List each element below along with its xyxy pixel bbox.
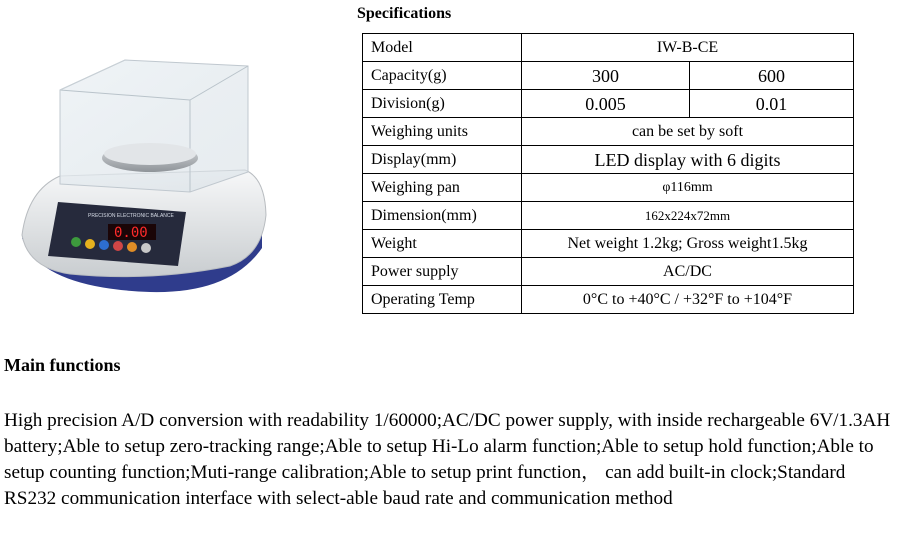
spec-label: Dimension(mm) bbox=[363, 202, 522, 230]
table-row bbox=[363, 174, 854, 202]
panel-label: PRECISION ELECTRONIC BALANCE bbox=[88, 213, 174, 219]
spec-label: Division(g) bbox=[363, 90, 522, 118]
spec-label: Power supply bbox=[363, 258, 522, 286]
key-icon bbox=[113, 241, 123, 251]
spec-value: φ116mm bbox=[522, 174, 854, 202]
table-row bbox=[363, 258, 854, 286]
main-functions-heading: Main functions bbox=[4, 355, 121, 375]
spec-value: 162x224x72mm bbox=[522, 202, 854, 230]
spec-value: 0.01 bbox=[690, 90, 854, 118]
spec-value: Net weight 1.2kg; Gross weight1.5kg bbox=[522, 230, 854, 258]
table-row bbox=[363, 230, 854, 258]
spec-value: AC/DC bbox=[522, 258, 854, 286]
spec-label: Weighing pan bbox=[363, 174, 522, 202]
spec-value: LED display with 6 digits bbox=[522, 146, 854, 174]
table-row bbox=[363, 34, 854, 62]
spec-value: can be set by soft bbox=[522, 118, 854, 146]
key-icon bbox=[127, 242, 137, 252]
table-row bbox=[363, 90, 854, 118]
spec-label: Display(mm) bbox=[363, 146, 522, 174]
key-icon bbox=[99, 240, 109, 250]
specifications-heading: Specifications bbox=[357, 5, 452, 22]
led-readout: 0.00 bbox=[114, 225, 148, 241]
table-row bbox=[363, 62, 854, 90]
table-row bbox=[363, 118, 854, 146]
spec-value: IW-B-CE bbox=[522, 34, 854, 62]
key-icon bbox=[71, 237, 81, 247]
key-icon bbox=[85, 239, 95, 249]
spec-label: Weight bbox=[363, 230, 522, 258]
table-row bbox=[363, 286, 854, 314]
spec-label: Model bbox=[363, 34, 522, 62]
spec-value: 0.005 bbox=[522, 90, 690, 118]
spec-label: Weighing units bbox=[363, 118, 522, 146]
product-photo bbox=[0, 30, 345, 330]
draft-shield bbox=[60, 60, 248, 192]
spec-value: 600 bbox=[690, 62, 854, 90]
spec-label: Operating Temp bbox=[363, 286, 522, 314]
spec-value: 0°C to +40°C / +32°F to +104°F bbox=[522, 286, 854, 314]
main-functions-text: High precision A/D conversion with readability 1/60000;AC/DC power supply, with inside rechargeable 6V/1.3AH battery;Able to setup zero-tracking range;Able to setup Hi-Lo alarm function;Able to setup hold function;Able to setup counting function;Muti-range calibration;Able to setup print function， can add built-in clock;Standard RS232 communication interface with select-able baud rate and communication method bbox=[4, 410, 891, 509]
table-row bbox=[363, 202, 854, 230]
table-row bbox=[363, 146, 854, 174]
spec-label: Capacity(g) bbox=[363, 62, 522, 90]
spec-value: 300 bbox=[522, 62, 690, 90]
key-icon bbox=[141, 243, 151, 253]
specifications-table bbox=[362, 33, 854, 314]
